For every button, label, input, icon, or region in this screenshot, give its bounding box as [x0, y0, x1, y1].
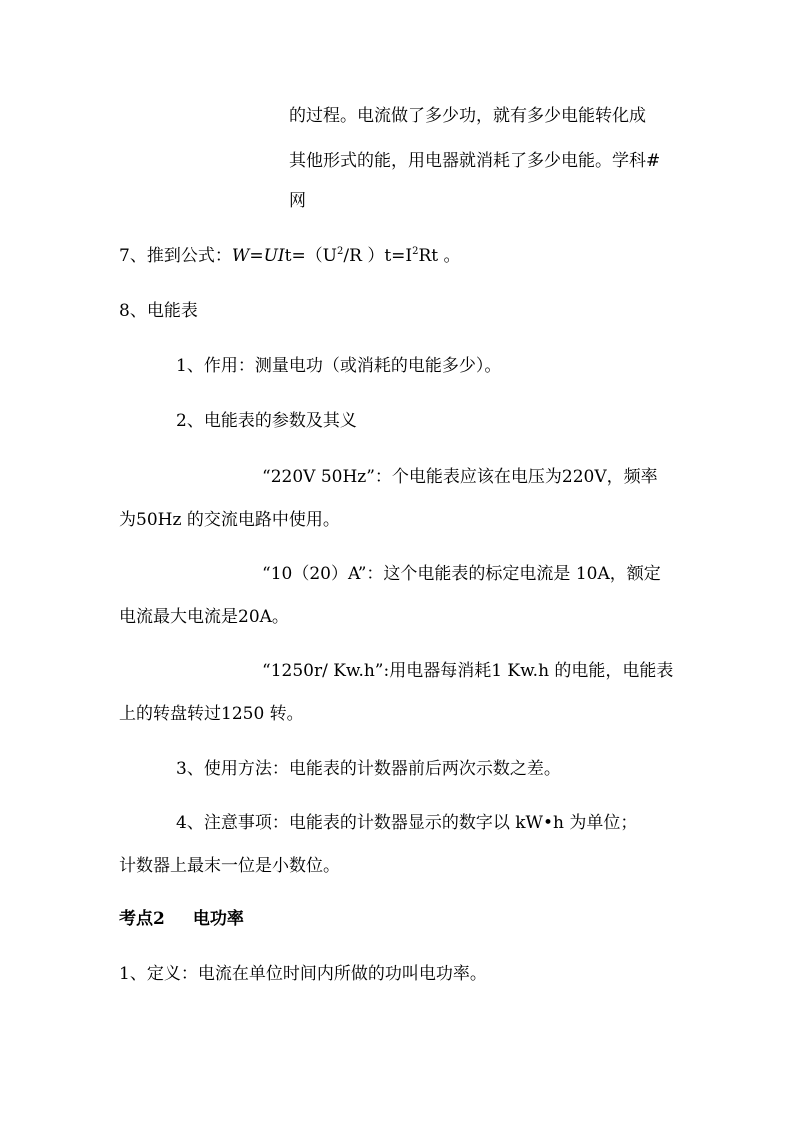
- param-220v-line-2: 为50Hz 的交流电路中使用。: [119, 510, 340, 530]
- formula-eq: =: [249, 246, 264, 266]
- power-definition: 1、定义：电流在单位时间内所做的功叫电功率。: [119, 964, 487, 984]
- formula-ui: UI: [263, 246, 285, 266]
- meter-notes-line-1: 4、注意事项：电能表的计数器显示的数字以 kW•h 为单位；: [176, 813, 638, 833]
- param-10a-line-1: “10（20）A”：这个电能表的标定电流是 10A，额定: [262, 564, 661, 584]
- intro-line-3: 网: [289, 191, 306, 211]
- param-10a-line-2: 电流最大电流是20A。: [119, 607, 289, 627]
- meter-params-heading: 2、电能表的参数及其义: [176, 411, 357, 431]
- formula-w: W: [231, 246, 250, 266]
- formula-prefix: 7、推到公式：: [119, 246, 232, 266]
- intro-line-2: 其他形式的能，用电器就消耗了多少电能。学科#: [289, 151, 661, 171]
- formula-part2: /R ）t=I: [343, 246, 413, 266]
- section-label: 考点2: [119, 909, 165, 929]
- meter-heading: 8、电能表: [119, 301, 198, 321]
- formula-exp2: 2: [412, 246, 419, 257]
- meter-purpose: 1、作用：测量电功（或消耗的电能多少）。: [176, 356, 502, 376]
- intro-line-1: 的过程。电流做了多少功，就有多少电能转化成: [289, 106, 646, 126]
- param-220v-line-1: “220V 50Hz”：个电能表应该在电压为220V，频率: [262, 467, 658, 487]
- formula-part1: t=（U: [284, 246, 338, 266]
- section-title: 电功率: [192, 909, 244, 929]
- formula-end: Rt 。: [418, 246, 461, 266]
- param-1250-line-2: 上的转盘转过1250 转。: [119, 704, 304, 724]
- section-heading: [119, 908, 244, 930]
- meter-usage: 3、使用方法：电能表的计数器前后两次示数之差。: [176, 759, 561, 779]
- formula-exp1: 2: [337, 246, 344, 257]
- meter-notes-line-2: 计数器上最末一位是小数位。: [119, 856, 340, 876]
- param-1250-line-1: “1250r/ Kw.h”:用电器每消耗1 Kw.h 的电能，电能表: [262, 661, 674, 681]
- formula-line: [119, 245, 461, 267]
